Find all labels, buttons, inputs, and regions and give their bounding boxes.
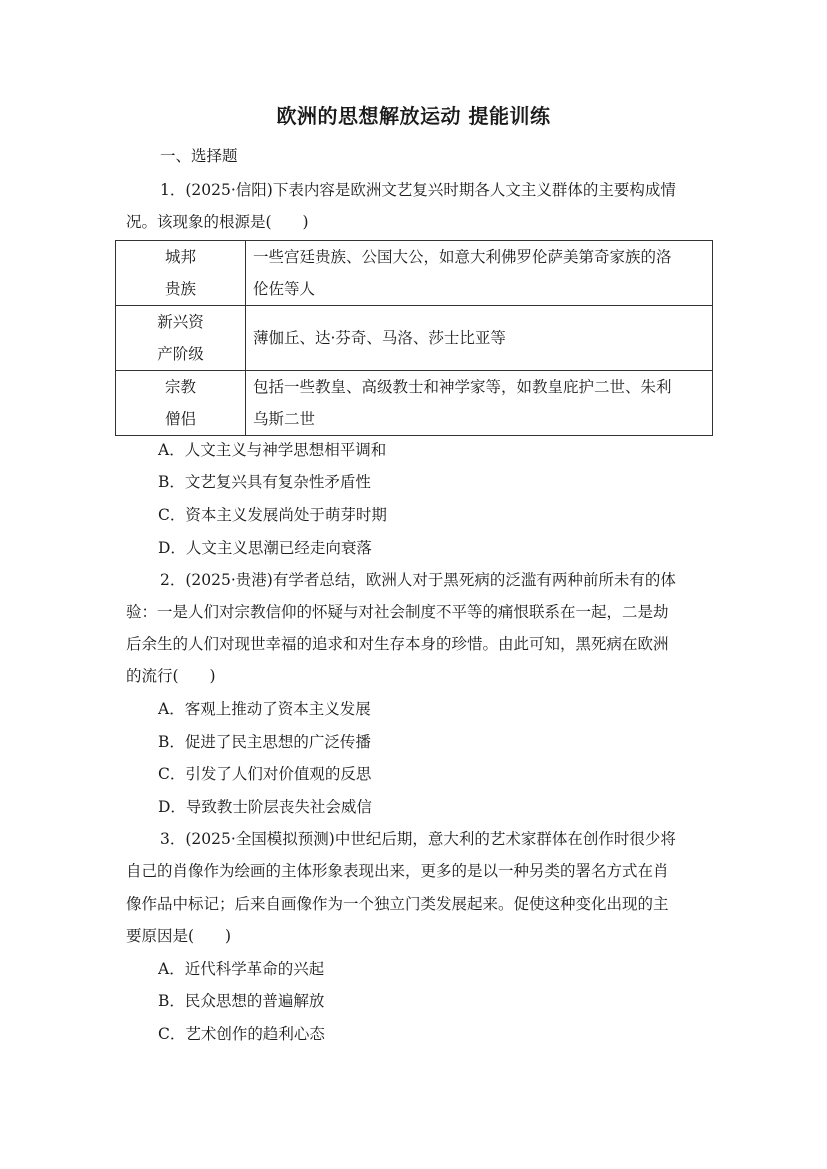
q1-table	[115, 240, 713, 436]
q3-option-a: A．近代科学革命的兴起	[158, 960, 325, 978]
table-cell-group	[116, 371, 246, 436]
q3-stem-line-3: 像作品中标记；后来自画像作为一个独立门类发展起来。促使这种变化出现的主	[126, 895, 669, 913]
q2-option-b: B．促进了民主思想的广泛传播	[158, 733, 371, 751]
group-label-line: 贵族	[164, 280, 196, 298]
q2-stem-line-3: 后余生的人们对现世幸福的追求和对生存本身的珍惜。由此可知，黑死病在欧洲	[126, 635, 669, 653]
table-row	[116, 306, 713, 371]
q3-stem-line-1: 3．(2025·全国模拟预测)中世纪后期，意大利的艺术家群体在创作时很少将	[160, 830, 676, 848]
group-label-line: 新兴资	[157, 313, 204, 331]
table-row	[116, 371, 713, 436]
q3-stem-line-4: 要原因是( )	[126, 927, 232, 945]
group-label-line: 产阶级	[157, 345, 204, 363]
q3-option-b: B．民众思想的普遍解放	[158, 992, 325, 1010]
q2-option-a: A．客观上推动了资本主义发展	[158, 700, 371, 718]
desc-line: 伦佐等人	[253, 280, 316, 298]
table-cell-desc	[246, 241, 713, 306]
table-cell-desc	[246, 371, 713, 436]
q1-option-d: D．人文主义思潮已经走向衰落	[158, 539, 372, 557]
q1-stem-line-2: 况。该现象的根源是( )	[126, 213, 309, 231]
table-cell-group	[116, 241, 246, 306]
q2-stem-line-4: 的流行( )	[126, 667, 216, 685]
desc-line: 乌斯二世	[253, 410, 316, 428]
q1-stem-line-1: 1．(2025·信阳)下表内容是欧洲文艺复兴时期各人文主义群体的主要构成情	[160, 181, 676, 199]
q2-option-d: D．导致教士阶层丧失社会威信	[158, 798, 372, 816]
table-cell-group	[116, 306, 246, 371]
desc-line: 薄伽丘、达·芬奇、马洛、莎士比亚等	[253, 329, 506, 347]
q1-option-c: C．资本主义发展尚处于萌芽时期	[158, 506, 387, 524]
q1-option-a: A．人文主义与神学思想相平调和	[158, 441, 387, 459]
group-label-line: 僧侣	[164, 410, 196, 428]
section-heading: 一、选择题	[160, 147, 238, 165]
q3-stem-line-2: 自己的肖像作为绘画的主体形象表现出来，更多的是以一种另类的署名方式在肖	[126, 862, 669, 880]
q1-option-b: B．文艺复兴具有复杂性矛盾性	[158, 473, 371, 491]
q2-stem-line-2: 验：一是人们对宗教信仰的怀疑与对社会制度不平等的痛恨联系在一起，二是劫	[126, 603, 669, 621]
desc-line: 包括一些教皇、高级教士和神学家等，如教皇庇护二世、朱利	[253, 378, 672, 396]
q2-option-c: C．引发了人们对价值观的反思	[158, 765, 372, 783]
table-row	[116, 241, 713, 306]
table-cell-desc	[246, 306, 713, 371]
group-label-line: 城邦	[164, 248, 196, 266]
desc-line: 一些宫廷贵族、公国大公，如意大利佛罗伦萨美第奇家族的洛	[253, 248, 672, 266]
q3-option-c: C．艺术创作的趋利心态	[158, 1025, 325, 1043]
q2-stem-line-1: 2．(2025·贵港)有学者总结，欧洲人对于黑死病的泛滥有两种前所未有的体	[160, 571, 676, 589]
group-label-line: 宗教	[164, 378, 196, 396]
page-title: 欧洲的思想解放运动 提能训练	[276, 104, 551, 128]
